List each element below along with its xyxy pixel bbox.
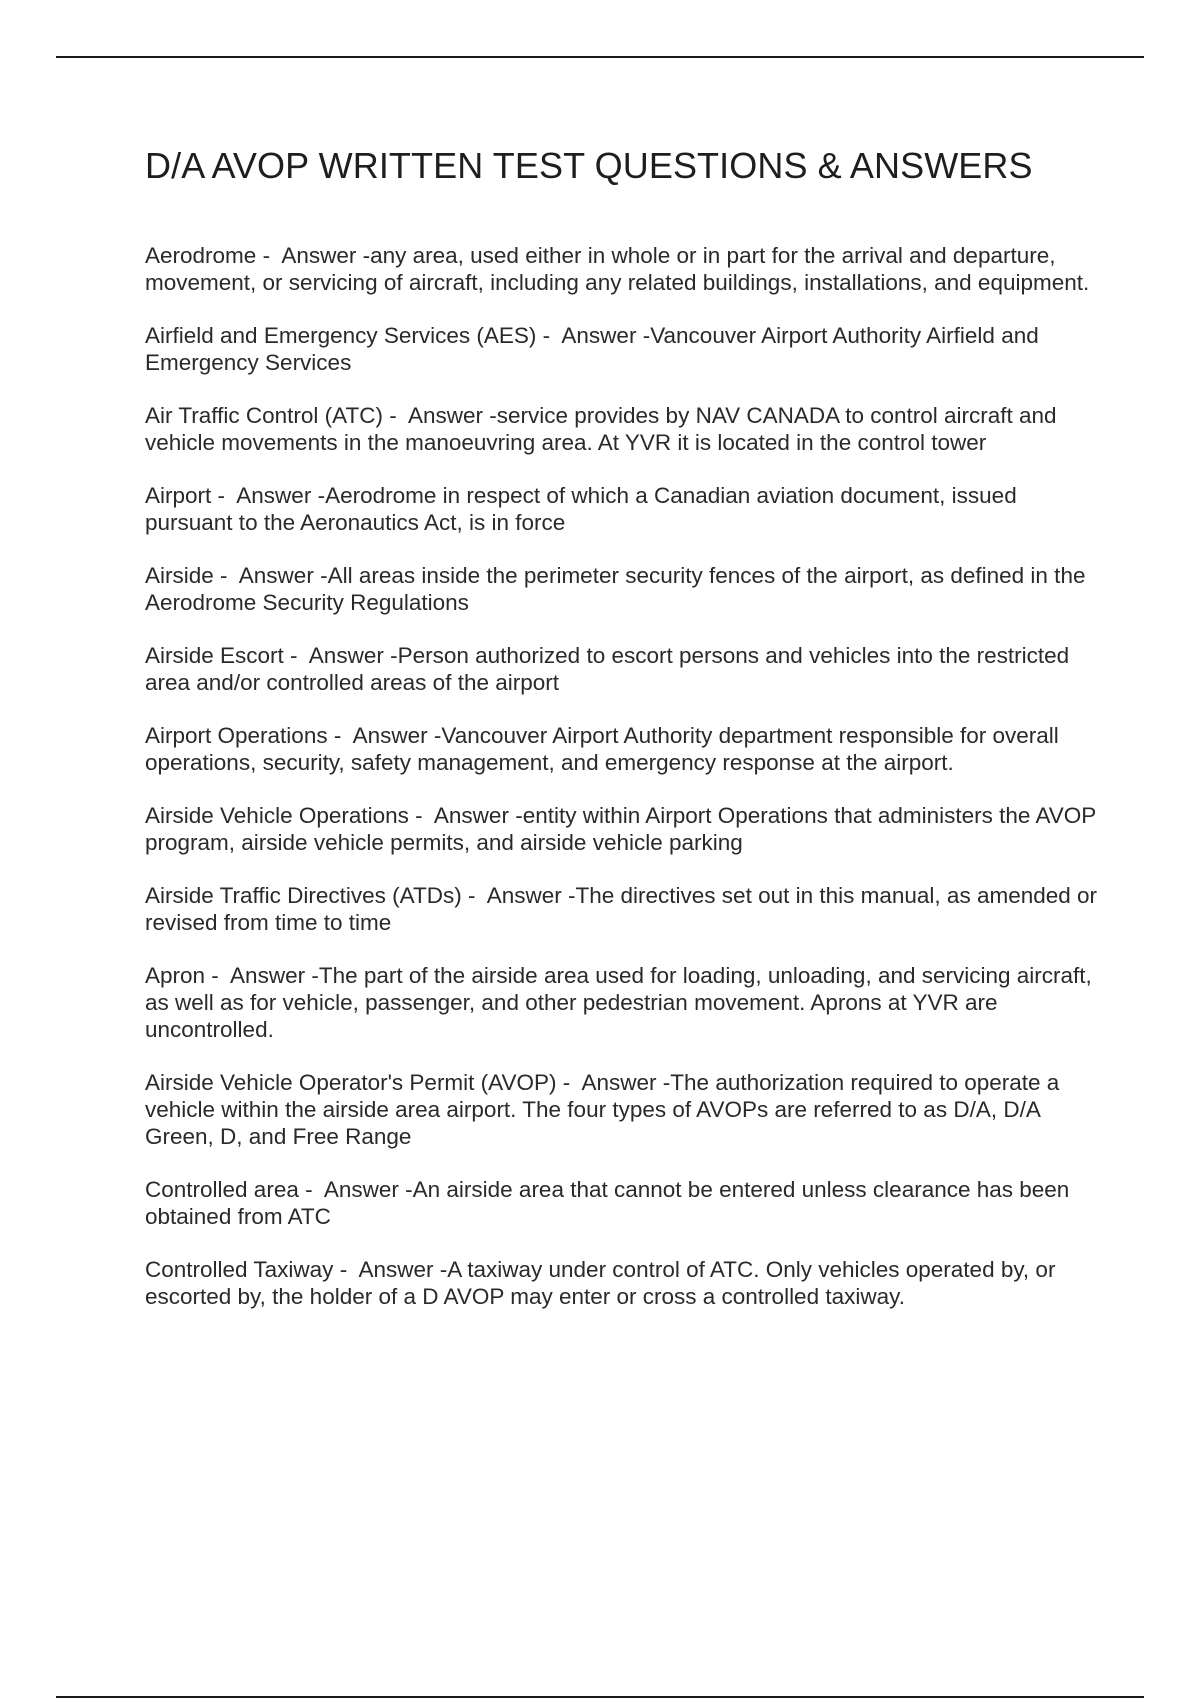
glossary-entry: Aerodrome - Answer -any area, used either in whole or in part for the arrival and departure, movement, or servicing of aircraft, including any related buildings, installations, and equipment. <box>145 243 1090 295</box>
entry-term: Controlled Taxiway <box>145 1257 334 1282</box>
glossary-entry: Airside - Answer -All areas inside the perimeter security fences of the airport, as defined in the Aerodrome Security Regulations <box>145 563 1086 615</box>
glossary-entry: Airfield and Emergency Services (AES) - Answer -Vancouver Airport Authority Airfield and Emergency Services <box>145 323 1039 375</box>
entry-term: Airside Escort <box>145 643 284 668</box>
entry-answer: All areas inside the perimeter security fences of the airport, as defined in the Aerodrome Security Regulations <box>145 563 1086 615</box>
entry-term: Airport <box>145 483 212 508</box>
glossary-entry: Air Traffic Control (ATC) - Answer -service provides by NAV CANADA to control aircraft and vehicle movements in the manoeuvring area. At YVR it is located in the control tower <box>145 403 1057 455</box>
glossary-entry: Controlled Taxiway - Answer -A taxiway under control of ATC. Only vehicles operated by, or escorted by, the holder of a D AVOP may enter or cross a controlled taxiway. <box>145 1257 1056 1309</box>
entry-answer: Vancouver Airport Authority Airfield and Emergency Services <box>145 323 1039 375</box>
glossary-entry: Airside Vehicle Operations - Answer -entity within Airport Operations that administers the AVOP program, airside vehicle permits, and airside vehicle parking <box>145 803 1096 855</box>
top-rule <box>56 56 1144 58</box>
entry-answer: An airside area that cannot be entered unless clearance has been obtained from ATC <box>145 1177 1070 1229</box>
entry-term: Apron <box>145 963 206 988</box>
entry-term: Airside Vehicle Operations <box>145 803 409 828</box>
glossary-entry: Airport Operations - Answer -Vancouver Airport Authority department responsible for overall operations, security, safety management, and emergency response at the airport. <box>145 723 1059 775</box>
entry-term: Airside <box>145 563 214 588</box>
glossary-entry: Airside Escort - Answer -Person authorized to escort persons and vehicles into the restricted area and/or controlled areas of the airport <box>145 643 1070 695</box>
entry-answer: The authorization required to operate a vehicle within the airside area airport. The four types of AVOPs are referred to as D/A, D/A Green, D, and Free Range <box>145 1070 1060 1149</box>
entry-term: Airfield and Emergency Services (AES) <box>145 323 537 348</box>
bottom-rule <box>56 1696 1144 1698</box>
glossary-entry: Airside Traffic Directives (ATDs) - Answer -The directives set out in this manual, as amended or revised from time to time <box>145 883 1098 935</box>
document-title: D/A AVOP WRITTEN TEST QUESTIONS & ANSWERS <box>145 145 1033 186</box>
entry-answer: any area, used either in whole or in part for the arrival and departure, movement, or servicing of aircraft, including any related buildings, installations, and equipment. <box>145 243 1090 295</box>
glossary-entry: Airside Vehicle Operator's Permit (AVOP) - Answer -The authorization required to operate a vehicle within the airside area airport. The four types of AVOPs are referred to as D/A, D/A Green, D, and Free Range <box>145 1070 1060 1149</box>
glossary-list <box>145 242 1100 1336</box>
entry-term: Aerodrome <box>145 243 257 268</box>
entry-answer: Aerodrome in respect of which a Canadian aviation document, issued pursuant to the Aeronautics Act, is in force <box>145 483 1017 535</box>
entry-term: Airport Operations <box>145 723 328 748</box>
entry-term: Air Traffic Control (ATC) <box>145 403 383 428</box>
entry-answer: entity within Airport Operations that administers the AVOP program, airside vehicle permits, and airside vehicle parking <box>145 803 1096 855</box>
entry-term: Airside Traffic Directives (ATDs) <box>145 883 462 908</box>
entry-term: Controlled area <box>145 1177 299 1202</box>
entry-answer: Person authorized to escort persons and vehicles into the restricted area and/or controlled areas of the airport <box>145 643 1070 695</box>
glossary-entry: Apron - Answer -The part of the airside area used for loading, unloading, and servicing aircraft, as well as for vehicle, passenger, and other pedestrian movement. Aprons at YVR are uncontrolled. <box>145 963 1092 1042</box>
glossary-entry: Controlled area - Answer -An airside area that cannot be entered unless clearance has been obtained from ATC <box>145 1177 1070 1229</box>
entry-answer: The part of the airside area used for loading, unloading, and servicing aircraft, as well as for vehicle, passenger, and other pedestrian movement. Aprons at YVR are uncontrolled. <box>145 963 1092 1042</box>
entry-answer: The directives set out in this manual, as amended or revised from time to time <box>145 883 1098 935</box>
entry-answer: A taxiway under control of ATC. Only vehicles operated by, or escorted by, the holder of a D AVOP may enter or cross a controlled taxiway. <box>145 1257 1056 1309</box>
entry-term: Airside Vehicle Operator's Permit (AVOP) <box>145 1070 557 1095</box>
entry-answer: Vancouver Airport Authority department responsible for overall operations, security, safety management, and emergency response at the airport. <box>145 723 1059 775</box>
glossary-entry: Airport - Answer -Aerodrome in respect of which a Canadian aviation document, issued pursuant to the Aeronautics Act, is in force <box>145 483 1017 535</box>
entry-answer: service provides by NAV CANADA to control aircraft and vehicle movements in the manoeuvring area. At YVR it is located in the control tower <box>145 403 1057 455</box>
